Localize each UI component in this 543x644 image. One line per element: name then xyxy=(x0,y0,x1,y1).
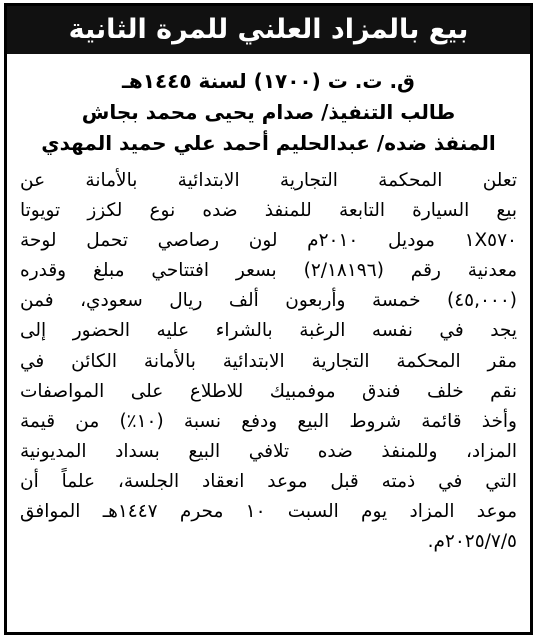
body-line: موعد المزاد يوم السبت ١٠ محرم ١٤٤٧هـ الموافق xyxy=(20,501,517,523)
body-line: يجد في نفسه الرغبة بالشراء عليه الحضور إلى xyxy=(20,320,517,342)
body-line: التي في ذمته قبل موعد انعقاد الجلسة، علماً أن xyxy=(20,470,517,492)
body-line: (٤٥,٠٠٠) خمسة وأربعون ألف ريال سعودي، فمن xyxy=(20,290,517,312)
body-line: ٢٠٢٥/٧/٥م. xyxy=(427,531,517,553)
body-line: بيع السيارة التابعة للمنفذ ضده نوع لكزز تويوتا xyxy=(20,200,517,222)
respondent-name: المنفذ ضده/ عبدالحليم أحمد علي حميد المهدي xyxy=(41,131,496,155)
body-line: معدنية رقم (٢/١٨١٩٦) بسعر افتتاحي مبلغ وقدره xyxy=(20,260,517,282)
case-details xyxy=(17,66,520,159)
body-line: تعلن المحكمة التجارية الابتدائية بالأمانة عن xyxy=(20,170,517,191)
case-number: ق. ت. ت (١٧٠٠) لسنة ١٤٤٥هـ xyxy=(122,69,415,93)
body-line: نقم خلف فندق موفمبيك للاطلاع على المواصفات xyxy=(20,380,517,402)
body-line: مقر المحكمة التجارية الابتدائية بالأمانة الكائن في xyxy=(20,350,517,372)
claimant-name: طالب التنفيذ/ صدام يحيى محمد بجاش xyxy=(81,100,456,124)
body-line: وأخذ قائمة شروط البيع ودفع نسبة (١٠٪) من قيمة xyxy=(20,410,517,432)
notice-title: بيع بالمزاد العلني للمرة الثانية xyxy=(68,14,469,45)
auction-notice xyxy=(4,3,533,635)
header-bar xyxy=(7,6,530,54)
body-line: المزاد، وللمنفذ ضده تلافي البيع بسداد المديونية xyxy=(20,440,517,462)
body-line: ١X٥٧٠ موديل ٢٠١٠م لون رصاصي تحمل لوحة xyxy=(20,230,517,252)
notice-body xyxy=(20,166,517,557)
